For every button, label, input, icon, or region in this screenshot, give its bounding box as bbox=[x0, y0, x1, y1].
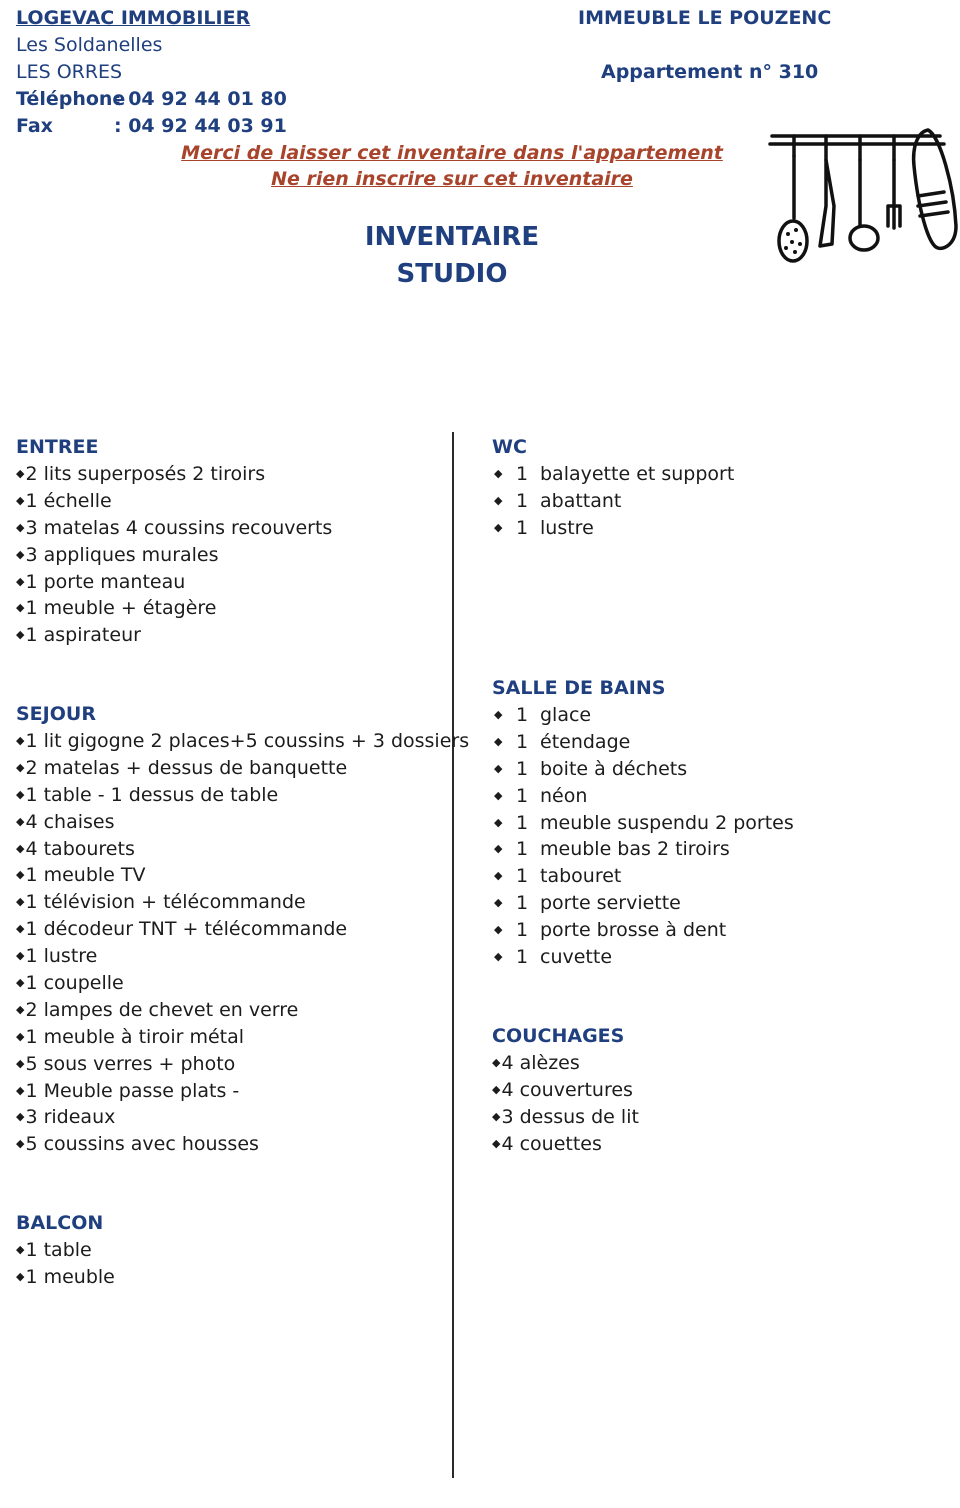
list-item: ◆3 appliques murales bbox=[16, 543, 219, 566]
section-title-sejour: SEJOUR bbox=[16, 703, 96, 725]
list-item: ◆1 aspirateur bbox=[16, 624, 141, 647]
phone-label: Téléphone bbox=[16, 88, 126, 110]
section-wc bbox=[492, 434, 734, 542]
phone-number: : 04 92 44 01 80 bbox=[114, 88, 287, 110]
list-item: ◆1 meuble TV bbox=[16, 864, 146, 887]
list-item: ◆ 1 balayette et support bbox=[494, 463, 735, 485]
section-balcon bbox=[16, 1210, 115, 1291]
list-item: ◆ 1 glace bbox=[494, 704, 592, 726]
section-couchages bbox=[492, 1023, 639, 1158]
list-item: ◆3 dessus de lit bbox=[492, 1105, 639, 1128]
list-item: ◆5 sous verres + photo bbox=[16, 1052, 236, 1075]
list-item: ◆3 rideaux bbox=[16, 1106, 116, 1129]
list-item: ◆ 1 cuvette bbox=[494, 946, 613, 969]
list-item: ◆5 coussins avec housses bbox=[16, 1133, 259, 1156]
list-item: ◆ 1 porte brosse à dent bbox=[494, 919, 727, 942]
page-subtitle: STUDIO bbox=[396, 259, 508, 289]
list-item: ◆ 1 porte serviette bbox=[494, 892, 681, 915]
list-item: ◆1 lustre bbox=[16, 945, 98, 968]
list-item: ◆1 meuble + étagère bbox=[16, 597, 217, 620]
list-item: ◆1 table bbox=[16, 1239, 92, 1261]
notice-do-not-write: Ne rien inscrire sur cet inventaire bbox=[271, 168, 633, 190]
list-item: ◆1 Meuble passe plats - bbox=[16, 1079, 240, 1102]
list-item: ◆4 couvertures bbox=[492, 1078, 633, 1101]
section-sejour bbox=[16, 701, 469, 1158]
list-item: ◆ 1 lustre bbox=[494, 516, 594, 539]
list-item: ◆4 tabourets bbox=[16, 837, 135, 860]
fax-number: : 04 92 44 03 91 bbox=[114, 115, 287, 137]
list-item: ◆2 lampes de chevet en verre bbox=[16, 998, 299, 1021]
kitchen-utensils-icon bbox=[768, 126, 960, 266]
list-item: ◆ 1 meuble suspendu 2 portes bbox=[494, 811, 794, 834]
list-item: ◆3 matelas 4 coussins recouverts bbox=[16, 516, 333, 539]
list-item: ◆4 chaises bbox=[16, 810, 115, 833]
page-title: INVENTAIRE bbox=[364, 222, 540, 252]
section-title-couchages: COUCHAGES bbox=[492, 1025, 625, 1047]
section-title-salle-de-bains: SALLE DE BAINS bbox=[492, 677, 666, 699]
list-item: ◆4 alèzes bbox=[492, 1052, 580, 1074]
company-name: LOGEVAC IMMOBILIER bbox=[16, 7, 251, 29]
list-item: ◆1 porte manteau bbox=[16, 570, 186, 593]
list-item: ◆ 1 boite à déchets bbox=[494, 757, 688, 780]
list-item: ◆ 1 tabouret bbox=[494, 865, 622, 888]
address-line-1: Les Soldanelles bbox=[16, 34, 163, 56]
list-item: ◆1 coupelle bbox=[16, 972, 124, 995]
list-item: ◆ 1 meuble bas 2 tiroirs bbox=[494, 838, 730, 861]
building-name: IMMEUBLE LE POUZENC bbox=[578, 7, 832, 29]
fax-label: Fax bbox=[16, 115, 53, 137]
list-item: ◆ 1 étendage bbox=[494, 730, 631, 753]
section-title-wc: WC bbox=[492, 436, 527, 458]
address-line-2: LES ORRES bbox=[16, 61, 123, 83]
list-item: ◆ 1 néon bbox=[494, 784, 588, 807]
list-item: ◆1 lit gigogne 2 places+5 coussins + 3 dossiers bbox=[16, 730, 470, 752]
list-item: ◆2 matelas + dessus de banquette bbox=[16, 756, 348, 779]
list-item: ◆4 couettes bbox=[492, 1132, 602, 1155]
list-item: ◆1 meuble bbox=[16, 1265, 115, 1288]
list-item: ◆1 télévision + télécommande bbox=[16, 891, 306, 914]
apartment-number: Appartement n° 310 bbox=[601, 61, 819, 83]
list-item: ◆1 décodeur TNT + télécommande bbox=[16, 918, 348, 941]
list-item: ◆2 lits superposés 2 tiroirs bbox=[16, 463, 266, 485]
list-item: ◆1 échelle bbox=[16, 489, 112, 512]
list-item: ◆1 meuble à tiroir métal bbox=[16, 1025, 245, 1048]
section-title-balcon: BALCON bbox=[16, 1212, 104, 1234]
notice-leave-inventory: Merci de laisser cet inventaire dans l'appartement bbox=[181, 142, 723, 164]
list-item: ◆ 1 abattant bbox=[494, 489, 622, 512]
list-item: ◆1 table - 1 dessus de table bbox=[16, 783, 279, 806]
section-title-entree: ENTREE bbox=[16, 436, 99, 458]
section-salle-de-bains bbox=[492, 675, 794, 971]
section-entree bbox=[16, 434, 332, 649]
